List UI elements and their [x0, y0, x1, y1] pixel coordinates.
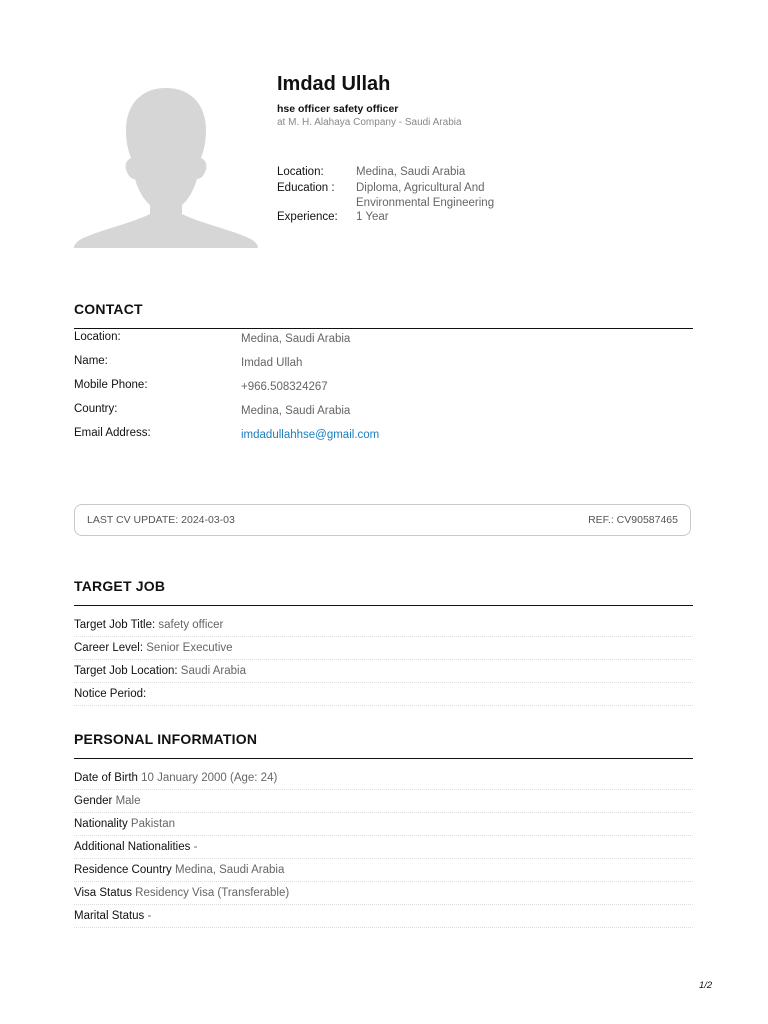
row-value: Medina, Saudi Arabia [175, 864, 285, 876]
row-value: Male [115, 795, 141, 807]
target-job-row-career-level [74, 637, 693, 660]
personal-row-residence-country [74, 859, 693, 882]
row-value: safety officer [158, 619, 224, 631]
fact-value: 1 Year [356, 211, 389, 223]
row-label: Gender [74, 795, 113, 807]
fact-value [356, 181, 494, 211]
education-line-2: Environmental Engineering [356, 197, 495, 209]
personal-info-divider [74, 758, 693, 759]
contact-row-email [74, 427, 693, 451]
education-line-1: Diploma, Agricultural And [356, 182, 485, 194]
personal-row-marital-status [74, 905, 693, 928]
personal-info-list [74, 767, 693, 928]
contact-row-name [74, 355, 693, 379]
contact-divider [74, 328, 693, 329]
row-label: Residence Country [74, 864, 172, 876]
cv-reference: REF.: CV90587465 [588, 514, 678, 526]
target-job-row-notice-period [74, 683, 693, 706]
contact-row-location [74, 331, 693, 355]
contact-value: Medina, Saudi Arabia [241, 333, 351, 345]
target-job-row-location [74, 660, 693, 683]
row-value: Pakistan [130, 818, 176, 830]
personal-row-gender [74, 790, 693, 813]
row-value: Saudi Arabia [180, 665, 246, 677]
fact-label: Education : [277, 182, 335, 194]
personal-info-section-title: PERSONAL INFORMATION [74, 731, 258, 747]
contact-label: Country: [74, 403, 118, 415]
header-fact-location [277, 165, 465, 180]
contact-row-mobile [74, 379, 693, 403]
contact-row-country [74, 403, 693, 427]
row-value: - [193, 841, 198, 853]
contact-label: Name: [74, 355, 108, 367]
personal-row-visa-status [74, 882, 693, 905]
row-label: Nationality [74, 818, 128, 830]
personal-row-additional-nationalities [74, 836, 693, 859]
contact-value: Medina, Saudi Arabia [241, 405, 351, 417]
contact-label: Mobile Phone: [74, 379, 148, 391]
row-value: - [147, 910, 152, 922]
candidate-name: Imdad Ullah [277, 73, 391, 95]
contact-label: Email Address: [74, 427, 151, 439]
row-label: Date of Birth [74, 772, 138, 784]
personal-row-dob [74, 767, 693, 790]
personal-row-nationality [74, 813, 693, 836]
contact-section-title: CONTACT [74, 301, 143, 317]
row-value: 10 January 2000 (Age: 24) [141, 772, 278, 784]
fact-label: Location: [277, 166, 324, 178]
row-label: Career Level: [74, 642, 144, 654]
row-label: Additional Nationalities [74, 841, 191, 853]
last-cv-update: LAST CV UPDATE: 2024-03-03 [87, 514, 235, 526]
row-label: Marital Status [74, 910, 145, 922]
target-job-divider [74, 605, 693, 606]
row-label: Notice Period: [74, 688, 147, 700]
row-label: Target Job Title: [74, 619, 156, 631]
profile-placeholder-avatar [74, 80, 258, 248]
page-number: 1/2 [699, 980, 713, 991]
contact-value: +966.508324267 [241, 381, 328, 393]
target-job-section-title: TARGET JOB [74, 578, 166, 594]
row-value: Residency Visa (Transferable) [135, 887, 290, 899]
target-job-row-title [74, 614, 693, 637]
email-link[interactable]: imdadullahhse@gmail.com [241, 429, 380, 441]
target-job-list [74, 614, 693, 706]
cv-update-bar [74, 504, 691, 536]
row-label: Visa Status [74, 887, 132, 899]
candidate-company: at M. H. Alahaya Company - Saudi Arabia [277, 117, 462, 128]
contact-label: Location: [74, 331, 121, 343]
contact-value: Imdad Ullah [241, 357, 303, 369]
fact-value: Medina, Saudi Arabia [356, 166, 466, 178]
fact-label: Experience: [277, 211, 338, 223]
candidate-headline: hse officer safety officer [277, 103, 399, 115]
header-fact-experience [277, 210, 389, 225]
row-label: Target Job Location: [74, 665, 178, 677]
header-fact-education [277, 181, 494, 211]
contact-list [74, 331, 693, 451]
row-value: Senior Executive [146, 642, 233, 654]
